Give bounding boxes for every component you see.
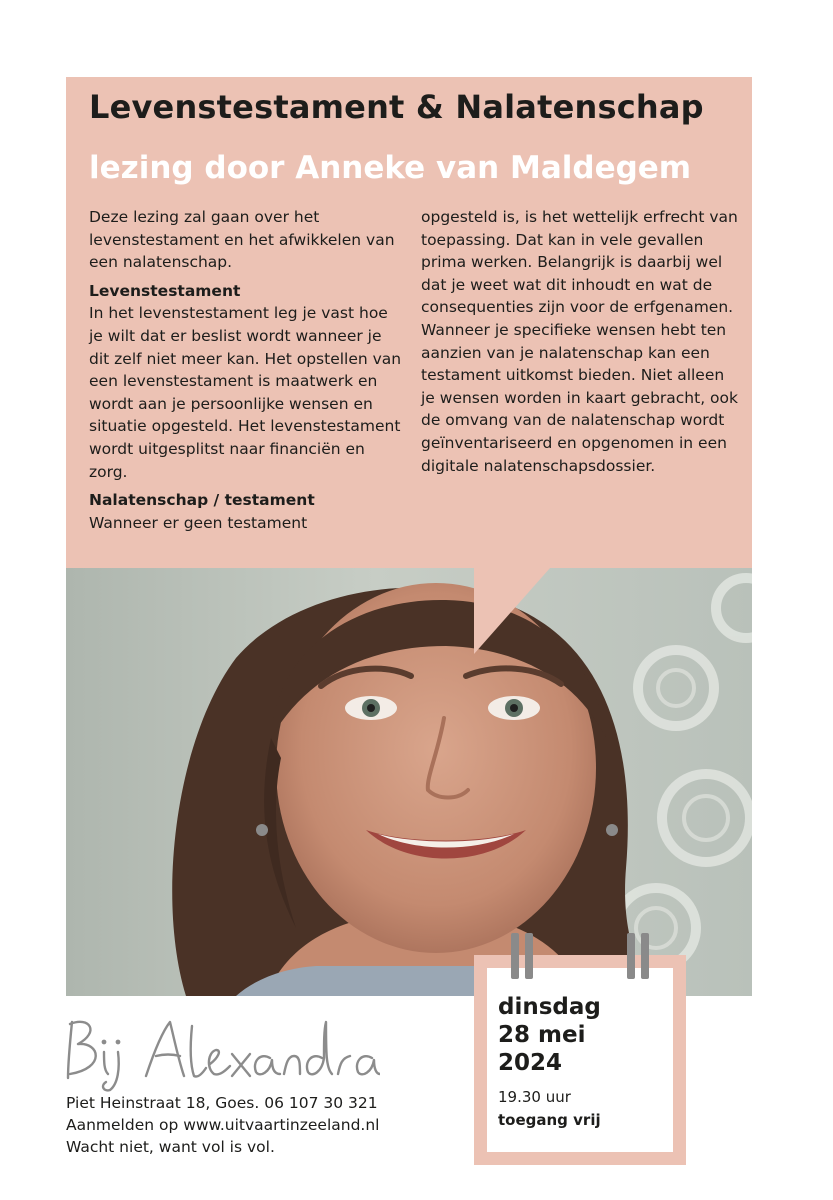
intro-text: Deze lezing zal gaan over het levenstestament en het afwikkelen van een nalatenschap. [89,208,395,272]
calendar-ring-right-2 [641,933,649,979]
event-date [498,993,601,1077]
page-title: Levenstestament & Nalatenschap [89,88,704,126]
bij-alexandra-logo [60,1012,380,1092]
event-time: 19.30 uur [498,1088,571,1106]
event-day: dinsdag [498,994,601,1020]
footer [66,1092,379,1158]
portrait-illustration [66,568,752,996]
event-day-month: 28 mei [498,1022,586,1048]
section-text-levenstestament: In het levenstestament leg je vast hoe je wilt dat er beslist wordt wanneer je dit zelf niet meer kan. Het opstellen van een levenstestament is maatwerk en wordt aan je persoonlijke wensen en situatie opgesteld. Het levenstestament wordt uitgesplitst naar financiën en zorg. [89,304,402,481]
calendar-ring-left-2 [525,933,533,979]
footer-signup: Aanmelden op www.uitvaartinzeeland.nl [66,1116,380,1134]
section-heading-nalatenschap: Nalatenschap / testament [89,491,315,510]
section-text-nalatenschap-start: Wanneer er geen testament [89,513,308,532]
page-subtitle: lezing door Anneke van Maldegem [89,150,692,186]
footer-address: Piet Heinstraat 18, Goes. 06 107 30 321 [66,1094,378,1112]
text-column-left [89,206,404,534]
speaker-photo [66,568,752,996]
event-year: 2024 [498,1050,563,1076]
calendar-ring-right-1 [627,933,635,979]
event-entry: toegang vrij [498,1111,601,1129]
section-heading-levenstestament: Levenstestament [89,281,241,300]
section-text-nalatenschap-cont: opgesteld is, is het wettelijk erfrecht van toepassing. Dat kan in vele gevallen prima werken. Belangrijk is daarbij wel dat je weet wat dit inhoudt en wat de consequenties zijn voor de erfgenamen. Wanneer je specifieke wensen hebt ten aanzien van je nalatenschap kan een testament uitkomst bieden. Niet alleen je wensen worden in kaart gebracht, ook de omvang van de nalatenschap wordt geïnventariseerd en opgenomen in een digitale nalatenschapsdossier. [421,208,738,475]
calendar-ring-left-1 [511,933,519,979]
speech-bubble-tail [474,568,550,654]
footer-slogan: Wacht niet, want vol is vol. [66,1138,275,1156]
text-column-right [421,206,741,477]
